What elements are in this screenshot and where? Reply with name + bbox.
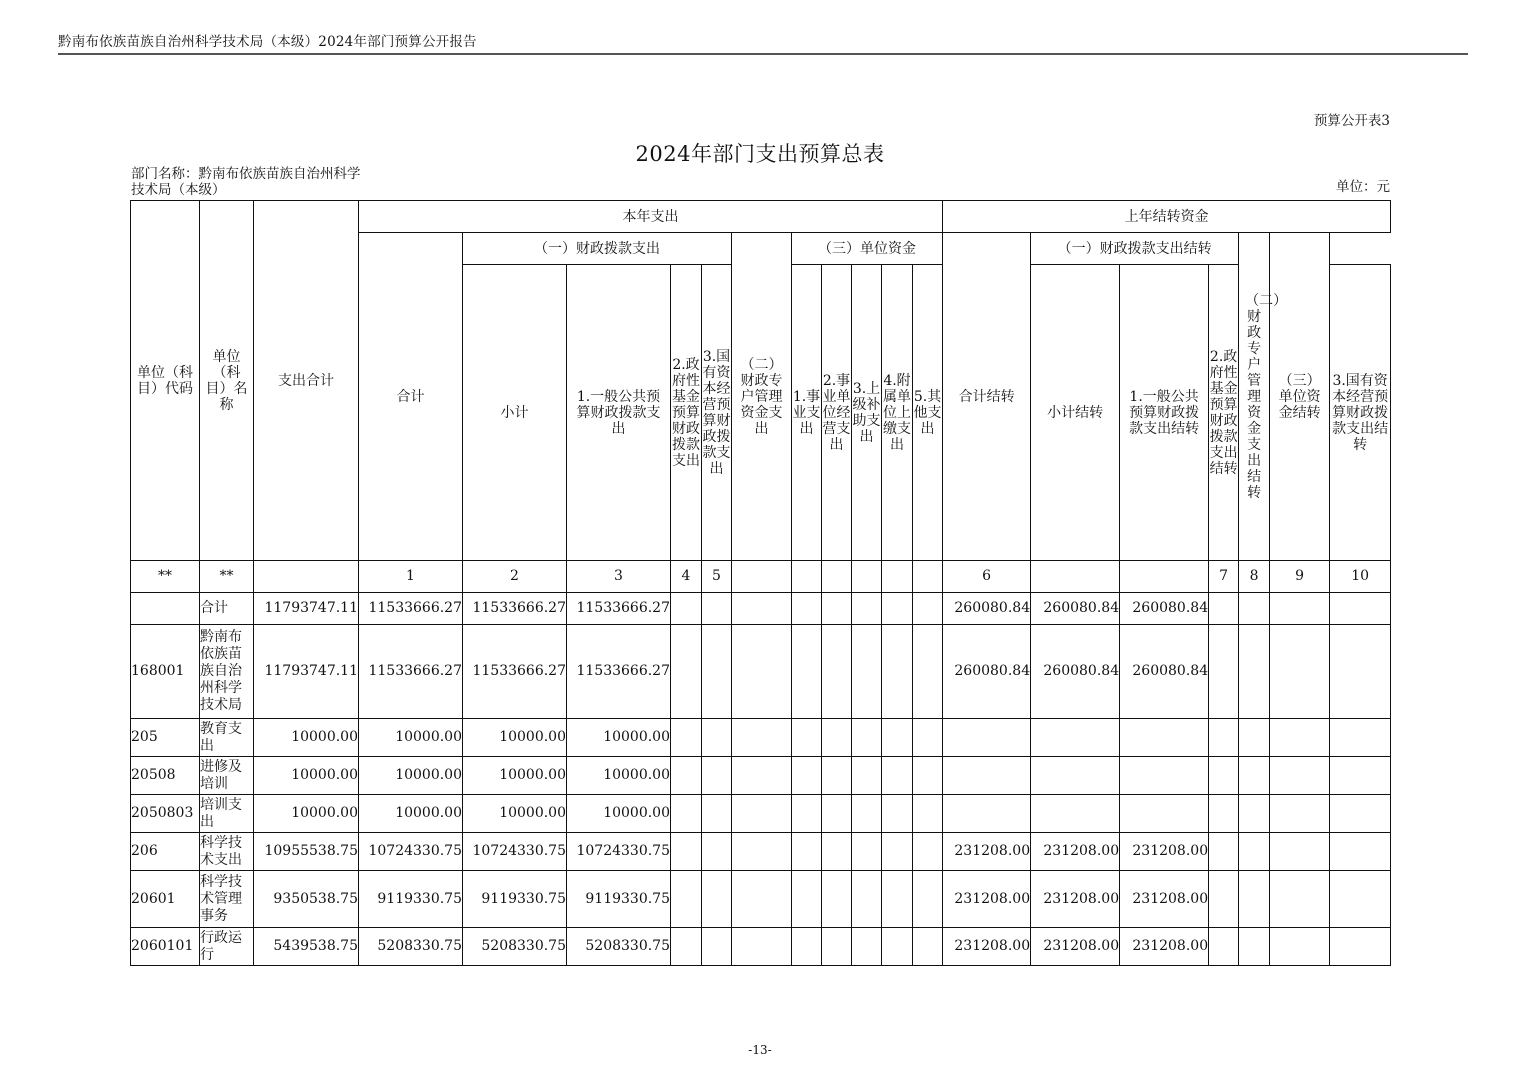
row-empty-cell bbox=[792, 719, 822, 757]
row-amount-cell bbox=[1031, 757, 1120, 795]
index-cell bbox=[852, 561, 882, 593]
row-amount-cell: 10724330.75 bbox=[463, 833, 567, 871]
row-empty-cell bbox=[1239, 719, 1270, 757]
row-empty-cell bbox=[732, 833, 792, 871]
row-empty-cell bbox=[671, 871, 702, 928]
row-name-cell: 科学技术支出 bbox=[200, 833, 254, 871]
row-empty-cell bbox=[852, 625, 882, 719]
row-amount-cell: 231208.00 bbox=[943, 871, 1031, 928]
row-empty-cell bbox=[1239, 833, 1270, 871]
index-cell: 7 bbox=[1209, 561, 1239, 593]
department-name: 部门名称：黔南布依族苗族自治州科学技术局（本级） bbox=[131, 166, 361, 198]
index-cell bbox=[882, 561, 913, 593]
row-empty-cell bbox=[702, 757, 732, 795]
row-amount-cell: 9119330.75 bbox=[359, 871, 463, 928]
row-empty-cell bbox=[1209, 871, 1239, 928]
row-empty-cell bbox=[702, 719, 732, 757]
index-cell: 6 bbox=[943, 561, 1031, 593]
row-empty-cell bbox=[822, 928, 852, 966]
table-row bbox=[131, 757, 1391, 795]
row-empty-cell bbox=[1270, 871, 1330, 928]
row-empty-cell bbox=[913, 795, 943, 833]
header-unit-affiliated: 4.附属单位上缴支出 bbox=[882, 265, 913, 561]
row-empty-cell bbox=[792, 871, 822, 928]
row-amount-cell: 10000.00 bbox=[463, 795, 567, 833]
header-prior-general: 1.一般公共预算财政拨款支出结转 bbox=[1120, 265, 1209, 561]
row-empty-cell bbox=[1270, 795, 1330, 833]
header-name: 单位（科目）名称 bbox=[200, 201, 254, 561]
row-empty-cell bbox=[882, 625, 913, 719]
row-empty-cell bbox=[822, 871, 852, 928]
header-total: 支出合计 bbox=[254, 201, 359, 561]
row-empty-cell bbox=[822, 757, 852, 795]
table-code-label: 预算公开表3 bbox=[1313, 113, 1390, 129]
index-cell: 5 bbox=[702, 561, 732, 593]
row-amount-cell: 5208330.75 bbox=[567, 928, 671, 966]
row-empty-cell bbox=[1209, 795, 1239, 833]
table-row bbox=[131, 719, 1391, 757]
row-empty-cell bbox=[702, 833, 732, 871]
row-amount-cell bbox=[1120, 719, 1209, 757]
row-empty-cell bbox=[1270, 719, 1330, 757]
row-empty-cell bbox=[913, 757, 943, 795]
table-row bbox=[131, 593, 1391, 625]
row-empty-cell bbox=[671, 795, 702, 833]
row-empty-cell bbox=[882, 928, 913, 966]
row-amount-cell: 9119330.75 bbox=[463, 871, 567, 928]
row-empty-cell bbox=[913, 871, 943, 928]
row-empty-cell bbox=[852, 871, 882, 928]
table-row bbox=[131, 795, 1391, 833]
row-empty-cell bbox=[852, 833, 882, 871]
row-empty-cell bbox=[792, 757, 822, 795]
row-empty-cell bbox=[732, 928, 792, 966]
row-amount-cell: 260080.84 bbox=[1031, 593, 1120, 625]
row-empty-cell bbox=[913, 833, 943, 871]
header-cur-state-capital: 3.国有资本经营预算财政拨款支出 bbox=[702, 265, 732, 561]
row-amount-cell: 11793747.11 bbox=[254, 593, 359, 625]
row-amount-cell: 10000.00 bbox=[567, 795, 671, 833]
row-amount-cell: 11533666.27 bbox=[359, 593, 463, 625]
header-cur-general: 1.一般公共预算财政拨款支出 bbox=[567, 265, 671, 561]
row-empty-cell bbox=[1239, 593, 1270, 625]
row-amount-cell: 260080.84 bbox=[1120, 593, 1209, 625]
row-empty-cell bbox=[1330, 871, 1391, 928]
row-empty-cell bbox=[1270, 757, 1330, 795]
row-amount-cell: 10955538.75 bbox=[254, 833, 359, 871]
row-empty-cell bbox=[732, 757, 792, 795]
index-cell bbox=[913, 561, 943, 593]
index-cell: ** bbox=[200, 561, 254, 593]
row-amount-cell: 9119330.75 bbox=[567, 871, 671, 928]
index-cell bbox=[1120, 561, 1209, 593]
row-empty-cell bbox=[822, 833, 852, 871]
row-empty-cell bbox=[732, 593, 792, 625]
index-cell: 4 bbox=[671, 561, 702, 593]
header-prior-sum: 合计结转 bbox=[943, 233, 1031, 561]
row-empty-cell bbox=[882, 757, 913, 795]
row-empty-cell bbox=[732, 625, 792, 719]
index-cell: 9 bbox=[1270, 561, 1330, 593]
row-amount-cell: 260080.84 bbox=[1031, 625, 1120, 719]
index-cell: 1 bbox=[359, 561, 463, 593]
budget-expenditure-table bbox=[130, 200, 1391, 966]
table-row bbox=[131, 871, 1391, 928]
header-unit-subsidy: 3.上级补助支出 bbox=[852, 265, 882, 561]
row-empty-cell bbox=[822, 625, 852, 719]
row-amount-cell bbox=[943, 757, 1031, 795]
row-empty-cell bbox=[671, 928, 702, 966]
header-cur-sum: 合计 bbox=[359, 233, 463, 561]
header-prior-gov-fund: 2.政府性基金预算财政拨款支出结转 bbox=[1209, 265, 1239, 561]
header-prior-state-capital: 3.国有资本经营预算财政拨款支出结转 bbox=[1330, 265, 1391, 561]
row-empty-cell bbox=[671, 593, 702, 625]
row-empty-cell bbox=[792, 593, 822, 625]
row-amount-cell: 231208.00 bbox=[943, 833, 1031, 871]
table-row bbox=[131, 928, 1391, 966]
row-amount-cell: 231208.00 bbox=[1120, 833, 1209, 871]
table-row bbox=[131, 833, 1391, 871]
row-empty-cell bbox=[852, 928, 882, 966]
header-code: 单位（科目）代码 bbox=[131, 201, 200, 561]
index-cell bbox=[792, 561, 822, 593]
row-amount-cell: 231208.00 bbox=[1031, 833, 1120, 871]
row-empty-cell bbox=[852, 719, 882, 757]
row-amount-cell: 260080.84 bbox=[943, 593, 1031, 625]
row-amount-cell bbox=[1031, 795, 1120, 833]
header-current-year: 本年支出 bbox=[359, 201, 943, 233]
row-empty-cell bbox=[1330, 625, 1391, 719]
table-row bbox=[131, 625, 1391, 719]
row-code-cell: 20601 bbox=[131, 871, 200, 928]
row-empty-cell bbox=[1239, 795, 1270, 833]
row-amount-cell: 10000.00 bbox=[254, 757, 359, 795]
row-amount-cell: 9350538.75 bbox=[254, 871, 359, 928]
row-empty-cell bbox=[1330, 593, 1391, 625]
index-cell: 2 bbox=[463, 561, 567, 593]
row-empty-cell bbox=[882, 871, 913, 928]
row-amount-cell: 10000.00 bbox=[463, 757, 567, 795]
row-amount-cell: 11533666.27 bbox=[359, 625, 463, 719]
index-cell bbox=[732, 561, 792, 593]
row-empty-cell bbox=[671, 757, 702, 795]
row-code-cell: 2050803 bbox=[131, 795, 200, 833]
index-cell: 3 bbox=[567, 561, 671, 593]
header-cur-subtotal: 小计 bbox=[463, 265, 567, 561]
row-name-cell: 黔南布依族苗族自治州科学技术局 bbox=[200, 625, 254, 719]
row-empty-cell bbox=[792, 795, 822, 833]
row-empty-cell bbox=[702, 871, 732, 928]
row-empty-cell bbox=[822, 593, 852, 625]
row-empty-cell bbox=[1209, 719, 1239, 757]
row-amount-cell bbox=[943, 719, 1031, 757]
row-empty-cell bbox=[1209, 625, 1239, 719]
row-empty-cell bbox=[913, 928, 943, 966]
index-cell bbox=[822, 561, 852, 593]
row-empty-cell bbox=[1270, 928, 1330, 966]
row-empty-cell bbox=[852, 795, 882, 833]
row-empty-cell bbox=[882, 593, 913, 625]
row-empty-cell bbox=[732, 719, 792, 757]
row-empty-cell bbox=[1270, 593, 1330, 625]
row-empty-cell bbox=[822, 795, 852, 833]
row-amount-cell bbox=[1120, 795, 1209, 833]
row-name-cell: 行政运行 bbox=[200, 928, 254, 966]
row-empty-cell bbox=[732, 871, 792, 928]
row-amount-cell: 260080.84 bbox=[943, 625, 1031, 719]
row-empty-cell bbox=[671, 625, 702, 719]
row-empty-cell bbox=[792, 625, 822, 719]
row-amount-cell: 231208.00 bbox=[1120, 871, 1209, 928]
row-code-cell bbox=[131, 593, 200, 625]
row-amount-cell: 10000.00 bbox=[254, 719, 359, 757]
row-amount-cell: 231208.00 bbox=[1031, 871, 1120, 928]
row-amount-cell: 10000.00 bbox=[254, 795, 359, 833]
row-amount-cell: 231208.00 bbox=[1120, 928, 1209, 966]
row-amount-cell: 11533666.27 bbox=[567, 593, 671, 625]
index-cell bbox=[1031, 561, 1120, 593]
header-cur-unit-group: （三）单位资金 bbox=[792, 233, 943, 265]
row-empty-cell bbox=[913, 625, 943, 719]
row-empty-cell bbox=[792, 833, 822, 871]
row-empty-cell bbox=[1239, 757, 1270, 795]
row-amount-cell: 5208330.75 bbox=[359, 928, 463, 966]
row-amount-cell bbox=[1120, 757, 1209, 795]
document-header: 黔南布依族苗族自治州科学技术局（本级）2024年部门预算公开报告 bbox=[58, 34, 477, 50]
row-code-cell: 2060101 bbox=[131, 928, 200, 966]
row-empty-cell bbox=[1209, 833, 1239, 871]
row-amount-cell bbox=[943, 795, 1031, 833]
page-number: -13- bbox=[748, 1043, 772, 1057]
row-empty-cell bbox=[1239, 871, 1270, 928]
row-empty-cell bbox=[852, 757, 882, 795]
header-prior-fiscal-group: （一）财政拨款支出结转 bbox=[1031, 233, 1239, 265]
row-empty-cell bbox=[1330, 757, 1391, 795]
index-cell: ** bbox=[131, 561, 200, 593]
unit-label: 单位：元 bbox=[1336, 179, 1390, 195]
header-cur-special: （二）财政专户管理资金支出 bbox=[732, 233, 792, 561]
header-unit-operating: 2.事业单位经营支出 bbox=[822, 265, 852, 561]
row-empty-cell bbox=[1209, 757, 1239, 795]
row-amount-cell: 11793747.11 bbox=[254, 625, 359, 719]
row-amount-cell: 231208.00 bbox=[943, 928, 1031, 966]
index-cell: 8 bbox=[1239, 561, 1270, 593]
row-amount-cell: 10000.00 bbox=[359, 757, 463, 795]
row-empty-cell bbox=[1239, 625, 1270, 719]
row-amount-cell: 11533666.27 bbox=[463, 593, 567, 625]
row-empty-cell bbox=[1330, 833, 1391, 871]
row-empty-cell bbox=[1330, 928, 1391, 966]
row-amount-cell: 5439538.75 bbox=[254, 928, 359, 966]
header-cur-gov-fund: 2.政府性基金预算财政拨款支出 bbox=[671, 265, 702, 561]
row-name-cell: 进修及培训 bbox=[200, 757, 254, 795]
header-prior-special: （二）财政专户管理资金支出结转 bbox=[1239, 233, 1270, 561]
header-cur-fiscal-group: （一）财政拨款支出 bbox=[463, 233, 732, 265]
row-empty-cell bbox=[671, 833, 702, 871]
row-empty-cell bbox=[882, 833, 913, 871]
index-row bbox=[131, 561, 1391, 593]
row-empty-cell bbox=[1330, 719, 1391, 757]
row-empty-cell bbox=[1270, 625, 1330, 719]
row-name-cell: 培训支出 bbox=[200, 795, 254, 833]
row-empty-cell bbox=[852, 593, 882, 625]
row-empty-cell bbox=[1270, 833, 1330, 871]
row-amount-cell: 10000.00 bbox=[359, 795, 463, 833]
row-empty-cell bbox=[822, 719, 852, 757]
row-empty-cell bbox=[913, 719, 943, 757]
header-divider bbox=[58, 53, 1468, 55]
header-prior-unit: （三）单位资金结转 bbox=[1270, 233, 1330, 561]
header-unit-business: 1.事业支出 bbox=[792, 265, 822, 561]
row-empty-cell bbox=[913, 593, 943, 625]
index-cell bbox=[254, 561, 359, 593]
row-empty-cell bbox=[882, 795, 913, 833]
header-prior-year: 上年结转资金 bbox=[943, 201, 1391, 233]
row-code-cell: 205 bbox=[131, 719, 200, 757]
row-code-cell: 206 bbox=[131, 833, 200, 871]
row-empty-cell bbox=[1330, 795, 1391, 833]
row-name-cell: 科学技术管理事务 bbox=[200, 871, 254, 928]
row-empty-cell bbox=[732, 795, 792, 833]
row-empty-cell bbox=[792, 928, 822, 966]
row-amount-cell: 231208.00 bbox=[1031, 928, 1120, 966]
row-name-cell: 教育支出 bbox=[200, 719, 254, 757]
row-amount-cell: 11533666.27 bbox=[463, 625, 567, 719]
row-name-cell: 合计 bbox=[200, 593, 254, 625]
row-code-cell: 20508 bbox=[131, 757, 200, 795]
row-amount-cell: 10724330.75 bbox=[567, 833, 671, 871]
row-amount-cell: 10724330.75 bbox=[359, 833, 463, 871]
row-amount-cell: 5208330.75 bbox=[463, 928, 567, 966]
report-title: 2024年部门支出预算总表 bbox=[635, 142, 885, 166]
index-cell: 10 bbox=[1330, 561, 1391, 593]
row-code-cell: 168001 bbox=[131, 625, 200, 719]
row-empty-cell bbox=[882, 719, 913, 757]
header-prior-subtotal: 小计结转 bbox=[1031, 265, 1120, 561]
row-empty-cell bbox=[1209, 593, 1239, 625]
row-empty-cell bbox=[702, 593, 732, 625]
row-amount-cell: 10000.00 bbox=[463, 719, 567, 757]
row-amount-cell: 10000.00 bbox=[359, 719, 463, 757]
row-empty-cell bbox=[671, 719, 702, 757]
row-empty-cell bbox=[1209, 928, 1239, 966]
row-amount-cell: 10000.00 bbox=[567, 719, 671, 757]
row-empty-cell bbox=[1239, 928, 1270, 966]
row-empty-cell bbox=[702, 625, 732, 719]
row-amount-cell: 11533666.27 bbox=[567, 625, 671, 719]
row-amount-cell: 260080.84 bbox=[1120, 625, 1209, 719]
header-unit-other: 5.其他支出 bbox=[913, 265, 943, 561]
row-amount-cell: 10000.00 bbox=[567, 757, 671, 795]
row-amount-cell bbox=[1031, 719, 1120, 757]
row-empty-cell bbox=[702, 795, 732, 833]
row-empty-cell bbox=[702, 928, 732, 966]
